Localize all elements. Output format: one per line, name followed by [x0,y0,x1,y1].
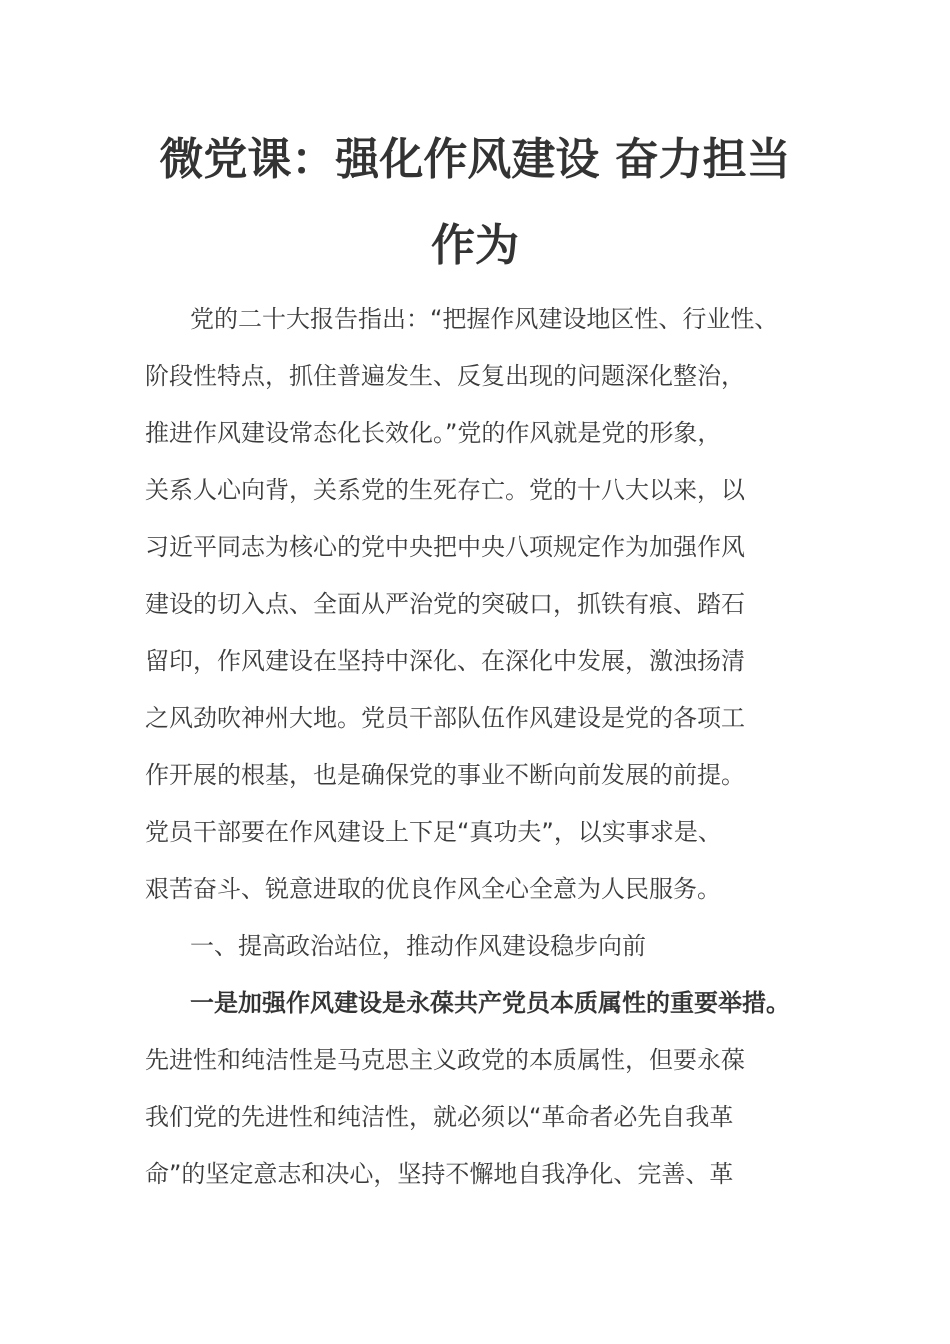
paragraph-line: 我们党的先进性和纯洁性，就必须以“革命者必先自我革 [145,1103,734,1131]
paragraph-line: 之风劲吹神州大地。党员干部队伍作风建设是党的各项工 [145,704,745,732]
paragraph-line: 作开展的根基，也是确保党的事业不断向前发展的前提。 [145,761,745,789]
paragraph-line: 建设的切入点、全面从严治党的突破口，抓铁有痕、踏石 [145,590,745,618]
section-heading: 一、提高政治站位，推动作风建设稳步向前 [190,932,646,960]
paragraph-line: 推进作风建设常态化长效化。”党的作风就是党的形象， [145,419,722,447]
paragraph-line: 留印，作风建设在坚持中深化、在深化中发展，激浊扬清 [145,647,745,675]
bold-subheading: 一是加强作风建设是永葆共产党员本质属性的重要举措。 [190,989,790,1017]
paragraph-line: 党的二十大报告指出：“把握作风建设地区性、行业性、 [190,305,779,333]
document-title-line-1: 微党课：强化作风建设 奋力担当 [159,134,791,185]
document-title-line-2: 作为 [431,220,519,271]
paragraph-line: 艰苦奋斗、锐意进取的优良作风全心全意为人民服务。 [145,875,721,903]
paragraph-line: 阶段性特点，抓住普遍发生、反复出现的问题深化整治， [145,362,745,390]
paragraph-line: 习近平同志为核心的党中央把中央八项规定作为加强作风 [145,533,745,561]
paragraph-line: 先进性和纯洁性是马克思主义政党的本质属性，但要永葆 [145,1046,745,1074]
paragraph-line: 命”的坚定意志和决心，坚持不懈地自我净化、完善、革 [145,1160,734,1188]
paragraph-line: 党员干部要在作风建设上下足“真功夫”，以实事求是、 [145,818,722,846]
paragraph-line: 关系人心向背，关系党的生死存亡。党的十八大以来，以 [145,476,745,504]
